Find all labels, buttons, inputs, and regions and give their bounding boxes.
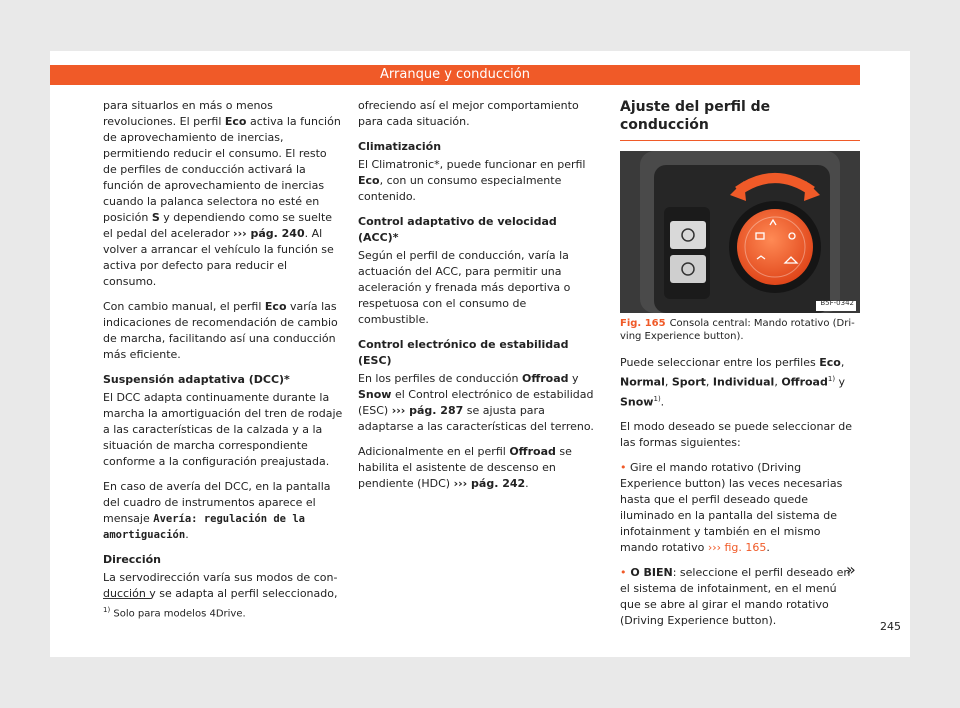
rotary-knob <box>737 209 813 285</box>
bullet-item: • Gire el mando rotativo (Driving Experience button) las veces necesarias hasta que el perfil deseado quede iluminado en la pantalla del sistema de infotainment y también en el mismo mando rotativo ››› fig. 165. <box>620 461 843 555</box>
paragraph: Con cambio manual, el perfil Eco varía las indicaciones de recomendación de cambio de marcha, facilitando así una conducción más eficiente. <box>103 300 338 361</box>
paragraph: En los perfiles de conducción Offroad y Snow el Control electrónico de estabilidad (ESC) ››› pág. 287 se ajusta para adaptarse a las características del terreno. <box>358 372 594 433</box>
paragraph: Puede seleccionar entre los perfiles Eco, Normal, Sport, Individual, Offroad$^{1)}$ y Snow$^{1)}$. <box>620 356 846 409</box>
column-left <box>103 98 343 611</box>
figure-code: B5F-0342 <box>820 299 854 307</box>
figure-caption: Fig. 165 Consola central: Mando rotativo (Driving Experience button). <box>620 318 855 342</box>
heading-climatizacion: Climatización <box>358 140 442 153</box>
page-header: Arranque y conducción <box>50 65 860 85</box>
page-number: 245 <box>880 620 901 633</box>
paragraph: Adicionalmente en el perfil Offroad se habilita el asistente de descenso en pendiente (HDC) ››› pág. 242. <box>358 445 572 490</box>
auto-hold-button <box>670 255 706 283</box>
continue-mark: » <box>846 560 856 579</box>
paragraph: El Climatronic*, puede funcionar en perfil Eco, con un consumo especialmente contenido. <box>358 158 586 203</box>
heading-esc: Control electrónico de estabilidad (ESC) <box>358 338 569 367</box>
footnote: $^{1)}$ Solo para modelos 4Drive. <box>103 606 246 620</box>
console-illustration <box>620 151 860 313</box>
heading-dcc: Suspensión adaptativa (DCC)* <box>103 373 290 386</box>
bullet-item: • O BIEN: seleccione el perfil deseado en el sistema de infotainment, en el menú que se abre al girar el mando rotativo (Driving Experience button). <box>620 566 851 628</box>
paragraph: El DCC adapta continuamente durante la marcha la amortiguación del tren de rodaje a las características de la calzada y a la situación de marcha correspondiente conforme a la configuración preajustada. <box>103 391 343 468</box>
paragraph: para situarlos en más o menos revoluciones. El perfil Eco activa la función de aprovechamiento de inercias, permitiendo reducir el consumo. El resto de perfiles de conducción activará la función de aprovechamiento de inercias cuando la palanca selectora no esté en posición S y dependiendo como se suelte el pedal del acelerador ››› pág. 240. Al volver a arrancar el vehículo la función se activa por defecto para reducir el consumo. <box>103 99 341 288</box>
heading-acc: Control adaptativo de velocidad (ACC)* <box>358 215 557 244</box>
parking-brake-button <box>670 221 706 249</box>
paragraph: El modo deseado se puede seleccionar de las formas siguientes: <box>620 420 853 450</box>
figure-console <box>620 151 860 313</box>
footnote-divider <box>103 598 151 599</box>
paragraph: Según el perfil de conducción, varía la actuación del ACC, para permitir una aceleración y frenada más deportiva o respetuosa con el consumo de combustible. <box>358 249 571 326</box>
column-right <box>620 98 860 638</box>
section-title: Ajuste del perfil de conducción <box>620 98 860 141</box>
paragraph: La servodirección varía sus modos de conducción y se adapta al perfil seleccionado, <box>103 571 338 600</box>
column-middle <box>358 98 598 501</box>
paragraph: ofreciendo así el mejor comportamiento para cada situación. <box>358 99 579 128</box>
heading-direccion: Dirección <box>103 553 161 566</box>
paragraph: En caso de avería del DCC, en la pantalla del cuadro de instrumentos aparece el mensaje Avería: regulación de la amortiguación. <box>103 480 331 541</box>
